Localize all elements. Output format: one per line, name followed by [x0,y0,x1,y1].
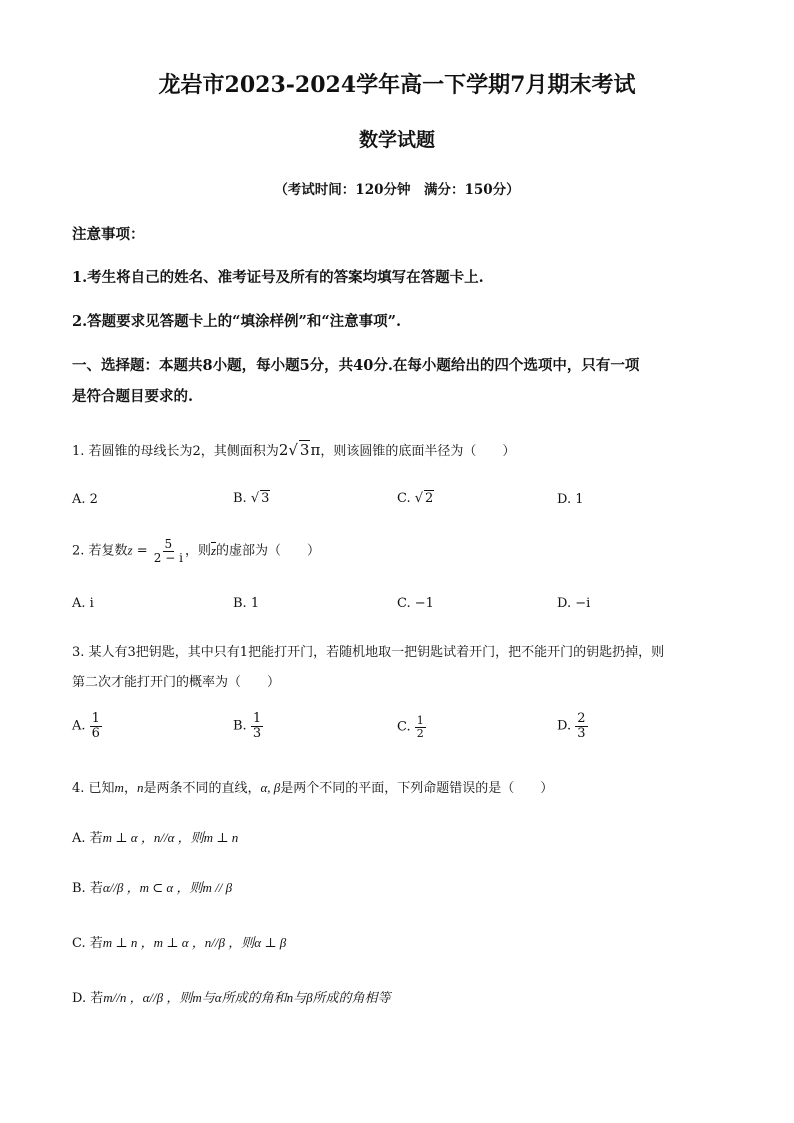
notice-item-2: 2.答题要求见答题卡上的“填涂样例”和“注意事项”. [72,313,402,330]
exam-subtitle: 数学试题 [358,129,435,151]
q2-option-a: A. i [72,596,94,611]
notice-heading: 注意事项： [72,226,145,243]
question-3-line2: 第二次才能打开门的概率为（ ） [72,675,281,690]
q1-option-d: D. 1 [557,492,584,507]
question-2: 2. 若复数z = $\frac{5}{2 - i}$ ，则z的虚部为（ ） [72,537,321,565]
section1-instruction-line2: 是符合题目要求的. [72,388,194,405]
exam-time-info: （考试时间：120分钟 满分：150分） [274,182,520,198]
q1-option-b: B. √ 3 [233,491,270,506]
q3-option-d: D. $\frac{2}{3}$ [557,711,586,741]
question-4: 4. 已知m，n是两条不同的直线，α, β是两个不同的平面，下列命题错误的是（ ） [72,780,554,796]
q2-option-c: C. −1 [397,596,434,611]
question-1: 1. 若圆锥的母线长为2，其侧面积为2√ 3π，则该圆锥的底面半径为（ ） [72,441,516,459]
q3-option-a: A. $\frac{1}{6}$ [72,711,100,741]
q3-option-c: C. $\frac{1}{2}$ [397,714,424,740]
q2-option-b: B. 1 [233,596,260,611]
q1-option-a: A. 2 [72,492,98,507]
q2-option-d: D. −i [557,596,591,611]
question-3-line1: 3. 某人有3把钥匙，其中只有1把能打开门，若随机地取一把钥匙试着开门，把不能开门的钥匙扔掉，则 [72,645,665,660]
section1-instruction-line1: 一、选择题：本题共8小题，每小题5分，共40分.在每小题给出的四个选项中，只有一项 [72,357,640,374]
notice-item-1: 1.考生将自己的姓名、准考证号及所有的答案均填写在答题卡上. [72,269,484,286]
lateral-area-expr: 2√ 3π [278,441,321,459]
q4-option-a: A. 若m ⊥ α ，n//α ，则m ⊥ n [72,830,239,846]
q4-option-c: C. 若m ⊥ n ，m ⊥ α ，n//β ，则α ⊥ β [72,935,287,951]
q3-option-b: B. $\frac{1}{3}$ [233,711,262,741]
q4-option-b: B. 若α//β ，m ⊂ α ，则m // β [72,880,233,896]
exam-title: 龙岩市2023-2024学年高一下学期7月期末考试 [158,72,636,98]
q1-option-c: C. √ 2 [397,491,434,506]
q4-option-d: D. 若m//n ，α//β ，则m与α所成的角和n与β所成的角相等 [72,990,391,1006]
